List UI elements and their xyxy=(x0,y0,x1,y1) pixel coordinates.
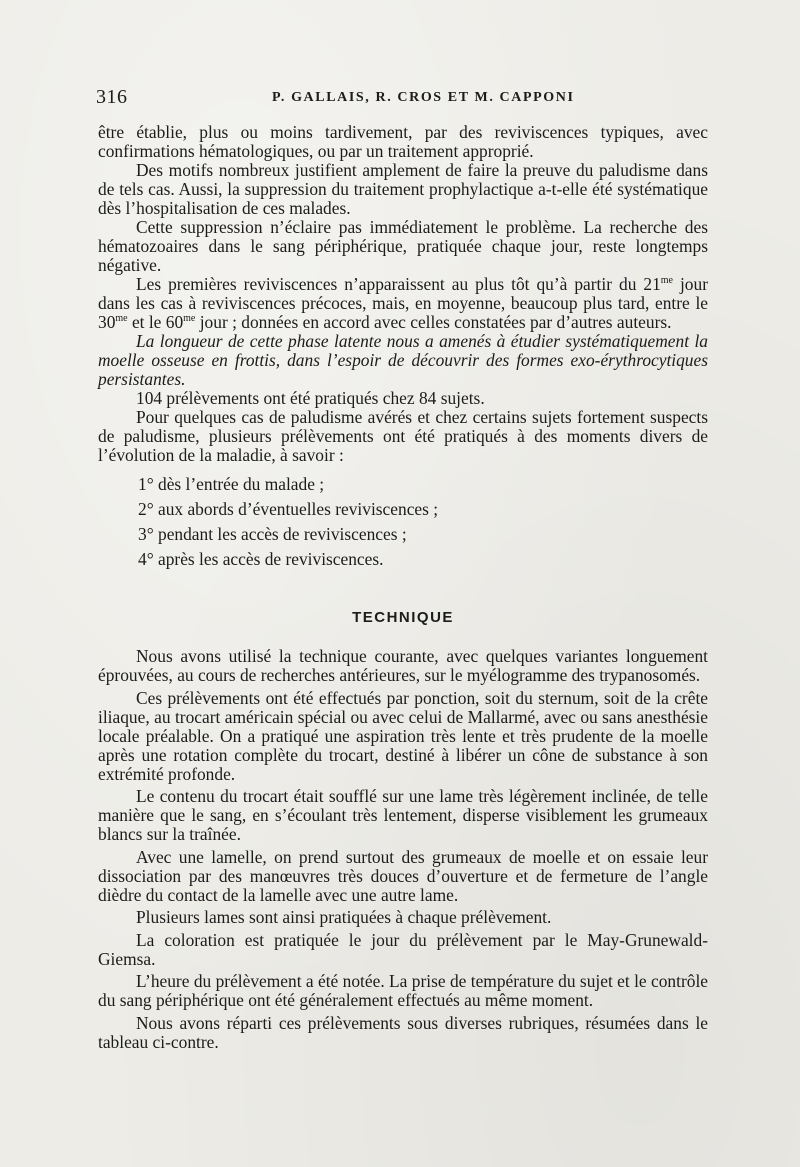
text-fragment: et le 60 xyxy=(127,312,184,332)
paragraph: La coloration est pratiquée le jour du prélèvement par le May-Grunewald-Giemsa. xyxy=(98,929,708,969)
italic-paragraph: La longueur de cette phase latente nous a amenés à étudier systématiquement la moelle osseuse en frottis, dans l’espoir de découvrir des formes exo-érythrocytiques persistantes. xyxy=(98,331,708,389)
ordinal-suffix: me xyxy=(183,313,196,325)
running-head: P. GALLAIS, R. CROS ET M. CAPPONI xyxy=(272,90,575,105)
paragraph: Pour quelques cas de paludisme avérés et chez certains sujets fortement suspects de paludisme, plusieurs prélèvements ont été pratiqués à des moments divers de l’évolution de la maladie, à savoir : xyxy=(98,407,708,465)
paragraph: être établie, plus ou moins tardivement, par des reviviscences typiques, avec confirmations hématologiques, ou par un traitement approprié. xyxy=(98,122,708,161)
numbered-list xyxy=(98,472,708,572)
technique-section xyxy=(98,647,708,1052)
page-header xyxy=(96,86,706,110)
paragraph: Des motifs nombreux justifient amplement de faire la preuve du paludisme dans de tels cas. Aussi, la suppression du traitement prophylactique a-t-elle été systématique dès l’hospitalisation de ces malades. xyxy=(98,160,708,218)
list-item: 1° dès l’entrée du malade ; xyxy=(138,474,325,494)
list-item: 4° après les accès de reviviscences. xyxy=(138,549,384,569)
page-number: 316 xyxy=(96,86,128,108)
paragraph: Cette suppression n’éclaire pas immédiatement le problème. La recherche des hématozoaires dans le sang périphérique, pratiquée chaque jour, reste longtemps négative. xyxy=(98,217,708,275)
paragraph: Plusieurs lames sont ainsi pratiquées à chaque prélèvement. xyxy=(136,907,552,927)
list-item: 2° aux abords d’éventuelles reviviscences ; xyxy=(138,499,439,519)
paragraph: Nous avons utilisé la technique courante, avec quelques variantes longuement éprouvées, au cours de recherches antérieures, sur le myélogramme des trypanosomés. xyxy=(98,646,708,685)
paragraph: Nous avons réparti ces prélèvements sous diverses rubriques, résumées dans le tableau ci-contre. xyxy=(98,1012,708,1052)
paragraph: Le contenu du trocart était soufflé sur une lame très légèrement inclinée, de telle manière que le sang, en s’écoulant très lentement, disperse visiblement les grumeaux blancs sur la traînée. xyxy=(98,786,708,844)
paragraph: 104 prélèvements ont été pratiqués chez 84 sujets. xyxy=(136,388,485,408)
text-fragment: jour ; données en accord avec celles constatées par d’autres auteurs. xyxy=(195,312,672,332)
paragraph: Ces prélèvements ont été effectués par ponction, soit du sternum, soit de la crête iliaque, au trocart américain spécial ou avec celui de Mallarmé, avec ou sans anesthésie locale préalable. On a pratiqué une aspiration très lente et très prudente de la moelle après une rotation complète du trocart, destiné à libérer un cône de substance à son extrémité profonde. xyxy=(98,687,708,784)
text-fragment: Les premières reviviscences n’apparaissent au plus tôt qu’à partir du 21 xyxy=(136,274,661,294)
section-title: TECHNIQUE xyxy=(352,609,454,626)
ordinal-suffix: me xyxy=(660,275,673,287)
list-item: 3° pendant les accès de reviviscences ; xyxy=(138,524,407,544)
ordinal-suffix: me xyxy=(115,313,128,325)
paragraph: L’heure du prélèvement a été notée. La prise de température du sujet et le contrôle du sang périphérique ont été généralement effectués au même moment. xyxy=(98,971,708,1010)
paragraph: Avec une lamelle, on prend surtout des grumeaux de moelle et on essaie leur dissociation par des manœuvres très douces d’ouverture et de fermeture de l’angle dièdre du contact de la lamelle avec une autre lame. xyxy=(98,846,708,905)
body-text xyxy=(98,123,708,1055)
paragraph-reviviscences xyxy=(98,275,708,332)
text-fragment: jour dans les cas à reviviscences précoces, mais, en moyenne, beaucoup plus tard, entre le 30 xyxy=(98,274,708,332)
